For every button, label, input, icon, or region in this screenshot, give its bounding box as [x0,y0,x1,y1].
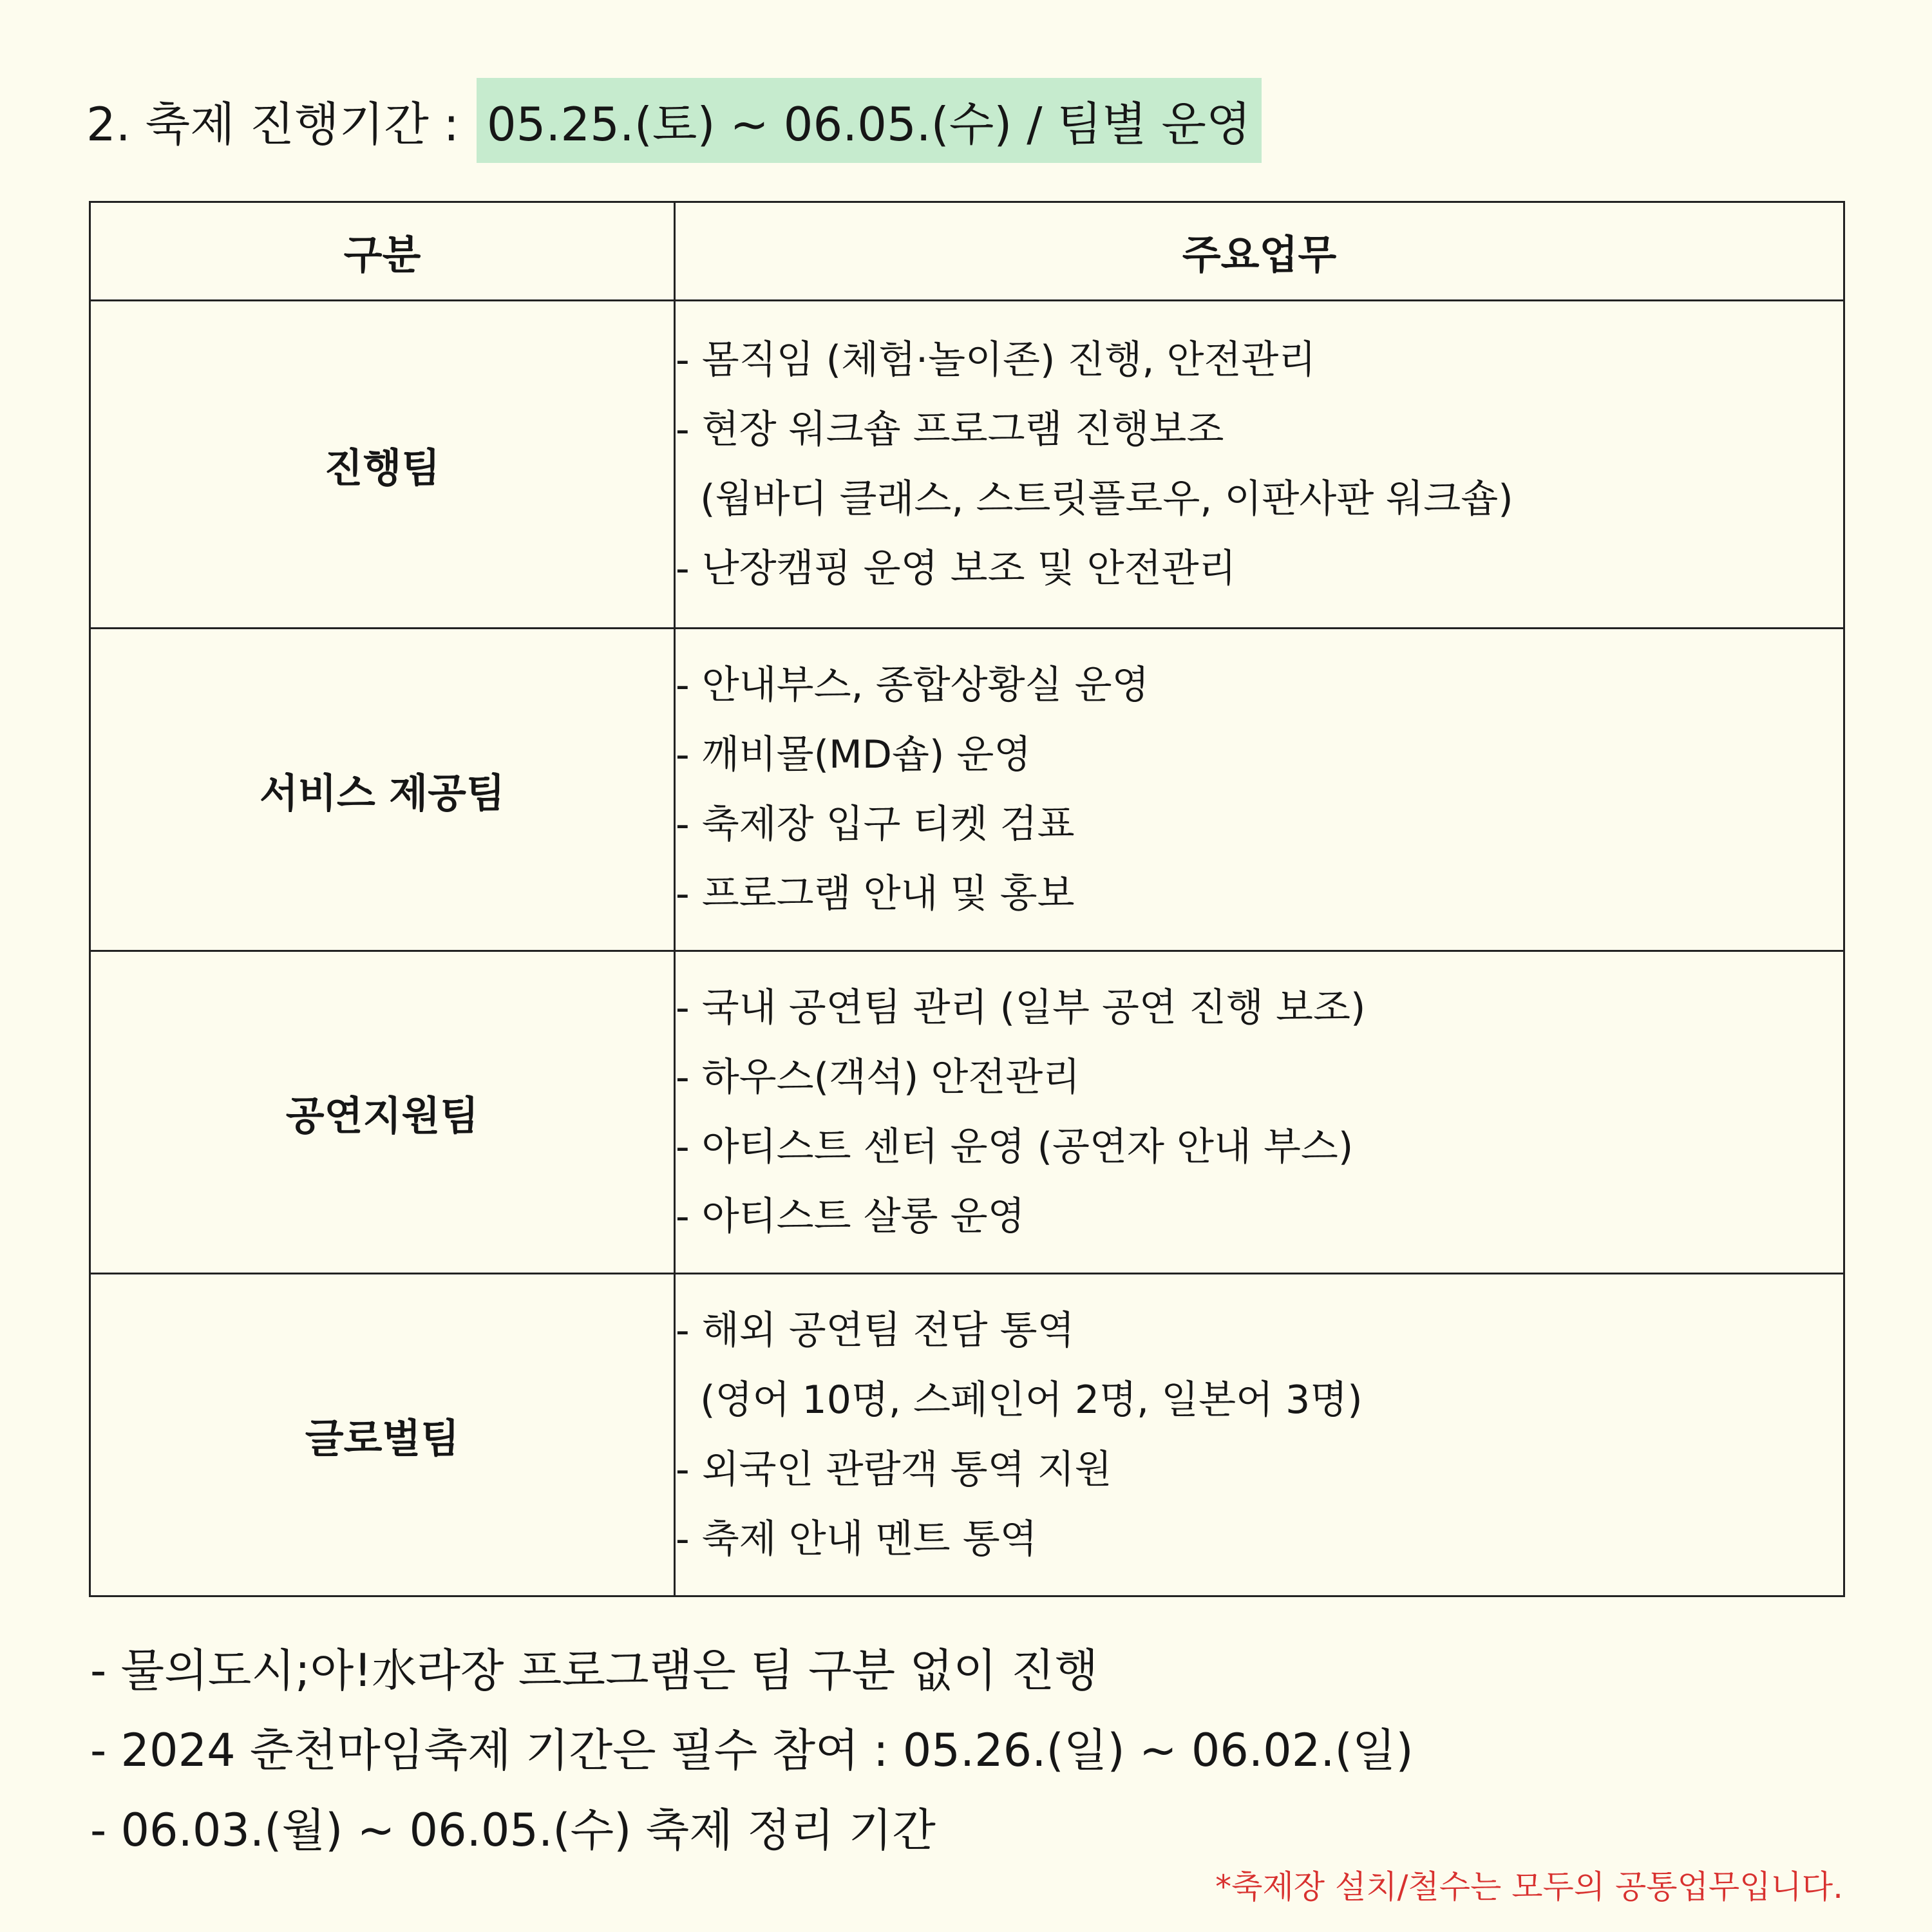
note-item: - 06.03.(월) ~ 06.05.(수) 축제 정리 기간 [90,1804,936,1857]
note-item: - 2024 춘천마임축제 기간은 필수 참여 : 05.26.(일) ~ 06.02.(일) [90,1724,1414,1777]
duty-item: - 축제장 입구 티켓 검표 [676,802,1075,847]
duty-item: - 깨비몰(MD숍) 운영 [676,732,1032,777]
footnote: *축제장 설치/철수는 모두의 공통업무입니다. [1215,1868,1843,1906]
team-duty-table [89,201,1845,1597]
note-item: - 물의도시;아!水라장 프로그램은 팀 구분 없이 진행 [90,1644,1099,1697]
table-row [90,301,1844,629]
table-header-row [90,202,1844,301]
team-name: 공연지원팀 [90,951,675,1274]
duty-list [675,629,1844,951]
duty-item: (웜바디 클래스, 스트릿플로우, 이판사판 워크숍) [676,477,1513,522]
duty-item: - 해외 공연팀 전담 통역 [676,1308,1075,1353]
duty-item: - 아티스트 살롱 운영 [676,1194,1025,1239]
duty-list [675,951,1844,1274]
duty-item: - 몸직임 (체험·놀이존) 진행, 안전관리 [676,337,1316,383]
team-name: 진행팀 [90,301,675,629]
duty-item: - 현장 워크숍 프로그램 진행보조 [676,407,1224,452]
duty-item: - 축제 안내 멘트 통역 [676,1517,1037,1562]
table-row [90,629,1844,951]
heading-prefix: 2. 축제 진행기간 : [86,97,474,151]
table-row [90,1274,1844,1596]
duty-item: - 외국인 관람객 통역 지원 [676,1447,1112,1492]
team-name: 서비스 제공팀 [90,629,675,951]
duty-item: - 하우스(객석) 안전관리 [676,1055,1081,1100]
header-main-duties: 주요업무 [675,202,1844,301]
team-name: 글로벌팀 [90,1274,675,1596]
notes-list [90,1631,1414,1870]
duty-item: - 국내 공연팀 관리 (일부 공연 진행 보조) [676,985,1366,1030]
duty-item: - 난장캠핑 운영 보조 및 안전관리 [676,546,1236,591]
duty-item: - 아티스트 센터 운영 (공연자 안내 부스) [676,1124,1354,1170]
heading-period-highlight: 05.25.(토) ~ 06.05.(수) / 팀별 운영 [477,78,1262,163]
duty-list [675,1274,1844,1596]
table-row [90,951,1844,1274]
section-heading [86,82,1262,158]
duty-item: (영어 10명, 스페인어 2명, 일본어 3명) [676,1378,1363,1423]
duty-list [675,301,1844,629]
duty-item: - 프로그램 안내 및 홍보 [676,871,1075,916]
header-category: 구분 [90,202,675,301]
duty-item: - 안내부스, 종합상황실 운영 [676,663,1150,708]
